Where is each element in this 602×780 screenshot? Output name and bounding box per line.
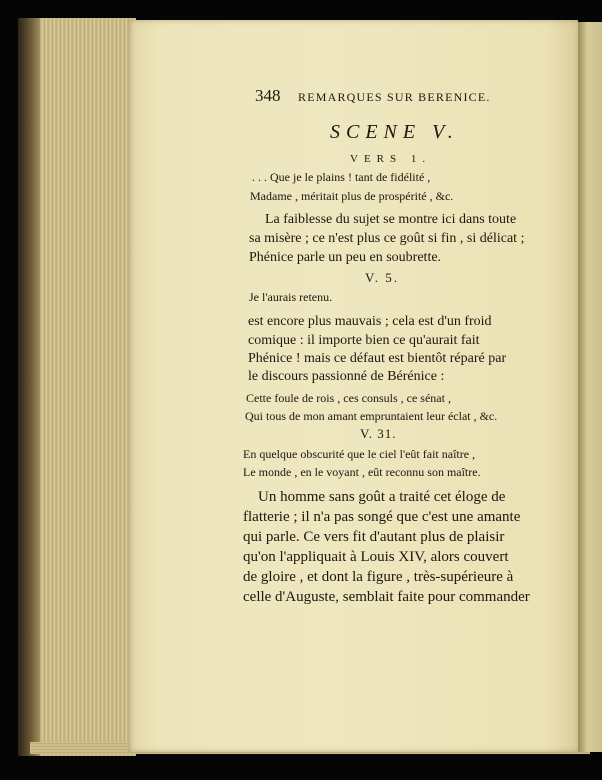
- paragraph-line: Phénice parle un peu en soubrette.: [249, 250, 442, 265]
- paragraph-line: qui parle. Ce vers fit d'autant plus de plaisir: [243, 529, 505, 545]
- running-title: REMARQUES SUR BERENICE.: [298, 90, 491, 104]
- verse-heading: V. 5.: [365, 270, 399, 285]
- verse-heading: VERS 1.: [350, 153, 432, 165]
- paragraph-line: de gloire , et dont la figure , très-supérieure à: [243, 569, 514, 585]
- paragraph-line: est encore plus mauvais ; cela est d'un froid: [248, 314, 492, 329]
- paragraph-line: le discours passionné de Bérénice :: [248, 369, 445, 384]
- quote-line: En quelque obscurité que le ciel l'eût fait naître ,: [243, 447, 476, 461]
- quote-line: Qui tous de mon amant empruntaient leur éclat , &c.: [245, 409, 498, 423]
- quote-line: Le monde , en le voyant , eût reconnu son maître.: [243, 465, 481, 479]
- quote-line: Je l'aurais retenu.: [249, 290, 333, 304]
- quote-line: Madame , méritait plus de prospérité , &c.: [250, 189, 454, 203]
- quote-line: . . . Que je le plains ! tant de fidélité ,: [252, 170, 431, 184]
- paragraph-line: Un homme sans goût a traité cet éloge de: [258, 489, 506, 505]
- facing-page-strip: [578, 22, 602, 752]
- paragraph-line: La faiblesse du sujet se montre ici dans toute: [265, 212, 517, 227]
- paragraph-line: sa misère ; ce n'est plus ce goût si fin , si délicat ;: [249, 231, 525, 246]
- scene-title: SCENE V.: [330, 121, 459, 143]
- quote-line: Cette foule de rois , ces consuls , ce sénat ,: [246, 391, 451, 405]
- paragraph-line: comique : il importe bien ce qu'aurait fait: [248, 333, 480, 348]
- verse-heading: V. 31.: [360, 426, 397, 441]
- paragraph-line: qu'on l'appliquait à Louis XIV, alors couvert: [243, 549, 509, 565]
- paragraph-line: flatterie ; il n'a pas songé que c'est une amante: [243, 509, 521, 525]
- page-number: 348: [255, 86, 281, 105]
- paragraph-line: Phénice ! mais ce défaut est bientôt réparé par: [248, 351, 507, 366]
- book-spine-shadow: [18, 18, 40, 756]
- paragraph-line: celle d'Auguste, semblait faite pour commander: [243, 589, 530, 605]
